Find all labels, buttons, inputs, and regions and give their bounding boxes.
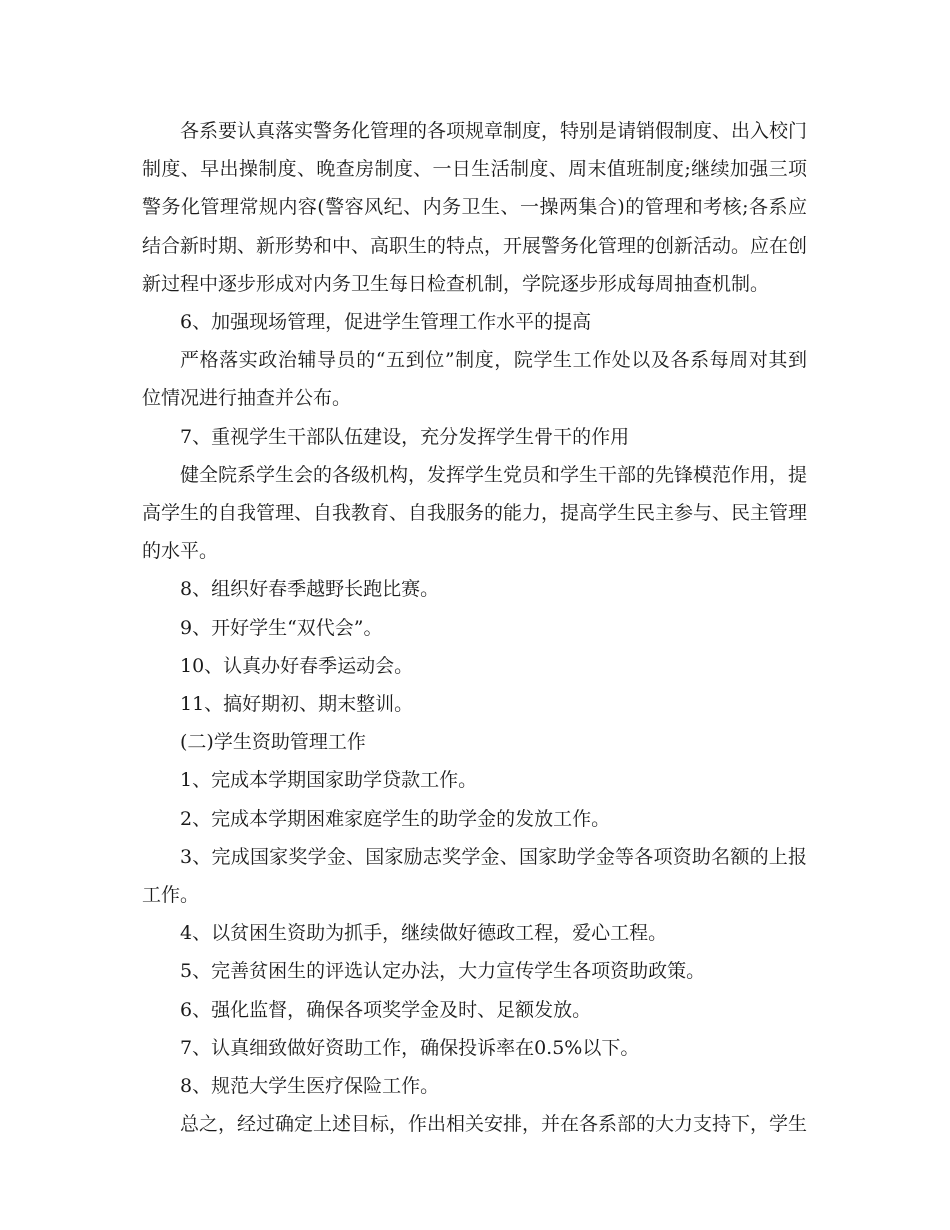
list-item-8-cross-country: 8、组织好春季越野长跑比赛。 — [180, 578, 440, 601]
list-item-9-congress: 9、开好学生“双代会”。 — [180, 616, 383, 639]
list-item-aid-4: 4、以贫困生资助为抓手，继续做好德政工程，爱心工程。 — [180, 922, 668, 945]
list-item-aid-8: 8、规范大学生医疗保险工作。 — [180, 1075, 440, 1098]
list-item-11-training: 11、搞好期初、期末整训。 — [180, 693, 414, 716]
list-item-10-sports-meet: 10、认真办好春季运动会。 — [180, 654, 414, 677]
list-item-aid-5: 5、完善贫困生的评选认定办法，大力宣传学生各项资助政策。 — [180, 960, 706, 983]
list-item-aid-6: 6、强化监督，确保各项奖学金及时、足额发放。 — [180, 998, 592, 1021]
paragraph-conclusion: 总之，经过确定上述目标，作出相关安排，并在各系部的大力支持下，学生 — [180, 1113, 808, 1136]
list-item-aid-7: 7、认真细致做好资助工作，确保投诉率在0.5%以下。 — [180, 1036, 640, 1059]
list-item-aid-2: 2、完成本学期困难家庭学生的助学金的发放工作。 — [180, 807, 611, 830]
paragraph-student-union: 健全院系学生会的各级机构，发挥学生党员和学生干部的先锋模范作用，提高学生的自我管理、自我教育、自我服务的能力，提高学生民主参与、民主管理的水平。 — [142, 463, 808, 563]
list-item-aid-3: 3、完成国家奖学金、国家励志奖学金、国家助学金等各项资助名额的上报工作。 — [142, 845, 807, 907]
document-body — [142, 112, 807, 1143]
heading-item-7-student-cadres: 7、重视学生干部队伍建设，充分发挥学生骨干的作用 — [180, 425, 630, 448]
paragraph-counselor-system: 严格落实政治辅导员的“五到位”制度，院学生工作处以及各系每周对其到位情况进行抽查并公布。 — [142, 349, 807, 410]
heading-item-6-site-management: 6、加强现场管理，促进学生管理工作水平的提高 — [180, 311, 592, 334]
section-heading-financial-aid: (二)学生资助管理工作 — [180, 731, 366, 754]
list-item-aid-1: 1、完成本学期国家助学贷款工作。 — [180, 769, 478, 792]
paragraph-management-rules: 各系要认真落实警务化管理的各项规章制度，特别是请销假制度、出入校门制度、早出操制度、晚查房制度、一日生活制度、周末值班制度;继续加强三项警务化管理常规内容(警容风纪、内务卫生、一操两集合)的管理和考核;各系应结合新时期、新形势和中、高职生的特点，开展警务化管理的创新活动。应在创新过程中逐步形成对内务卫生每日检查机制，学院逐步形成每周抽查机制。 — [142, 120, 808, 295]
